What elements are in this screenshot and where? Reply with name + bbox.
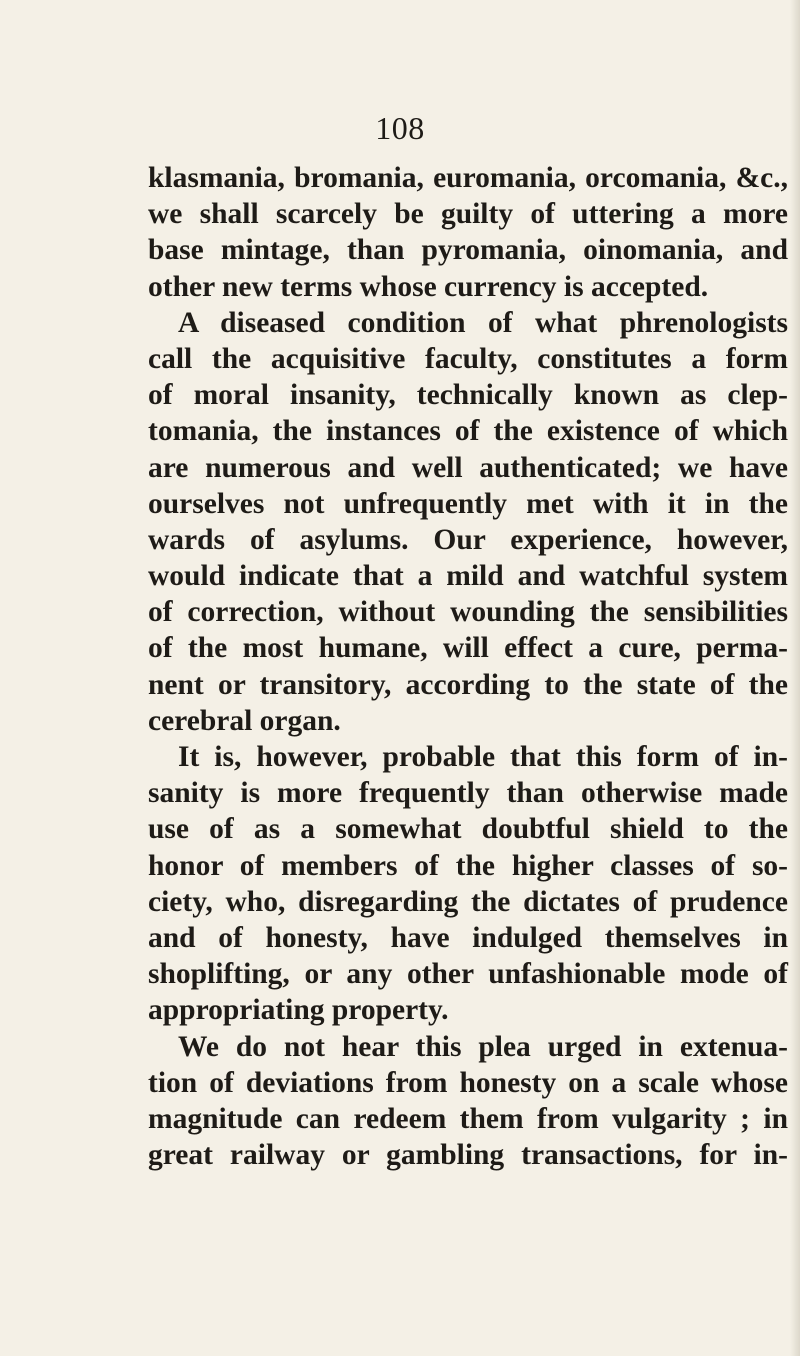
text-line: tion of deviations from honesty on a scale whose — [148, 1066, 788, 1099]
text-line: and of honesty, have indulged themselves in — [148, 921, 788, 954]
text-line: would indicate that a mild and watchful system — [148, 560, 788, 593]
text-line: cerebral organ. — [148, 704, 341, 737]
text-line: base mintage, than pyromania, oinomania, and — [148, 234, 788, 267]
text-line: ciety, who, disregarding the dictates of prudence — [148, 885, 788, 918]
text-line: great railway or gambling transactions, for in- — [148, 1139, 788, 1172]
text-line: magnitude can redeem them from vulgarity ; in — [148, 1102, 788, 1135]
paragraph-start-line: A diseased condition of what phrenologists — [178, 306, 788, 339]
text-line: nent or transitory, according to the state of the — [148, 668, 788, 701]
text-line: sanity is more frequently than otherwise made — [148, 777, 788, 810]
text-line: call the acquisitive faculty, constitutes a form — [148, 342, 788, 375]
text-line: shoplifting, or any other unfashionable mode of — [148, 958, 788, 991]
text-line: are numerous and well authenticated; we have — [148, 451, 788, 484]
text-line: appropriating property. — [148, 994, 449, 1027]
text-line: other new terms whose currency is accepted. — [148, 270, 709, 303]
text-line: we shall scarcely be guilty of uttering a more — [148, 198, 788, 231]
text-line: of moral insanity, technically known as clep- — [148, 379, 788, 412]
text-line: tomania, the instances of the existence of which — [148, 415, 788, 448]
page-edge-shadow — [790, 0, 800, 1356]
body-text — [148, 160, 788, 1173]
text-line: of correction, without wounding the sensibilities — [148, 596, 788, 629]
text-line: use of as a somewhat doubtful shield to the — [148, 813, 788, 846]
text-line: ourselves not unfrequently met with it in the — [148, 487, 788, 520]
paragraph-start-line: We do not hear this plea urged in extenua- — [178, 1030, 788, 1063]
page-number: 108 — [375, 110, 425, 146]
paragraph-start-line: It is, however, probable that this form of in- — [178, 741, 788, 773]
text-line: klasmania, bromania, euromania, orcomania, &c., — [148, 162, 788, 194]
text-line: of the most humane, will effect a cure, perma- — [148, 632, 788, 665]
text-line: honor of members of the higher classes of so- — [148, 849, 788, 882]
text-line: wards of asylums. Our experience, however, — [148, 523, 788, 556]
